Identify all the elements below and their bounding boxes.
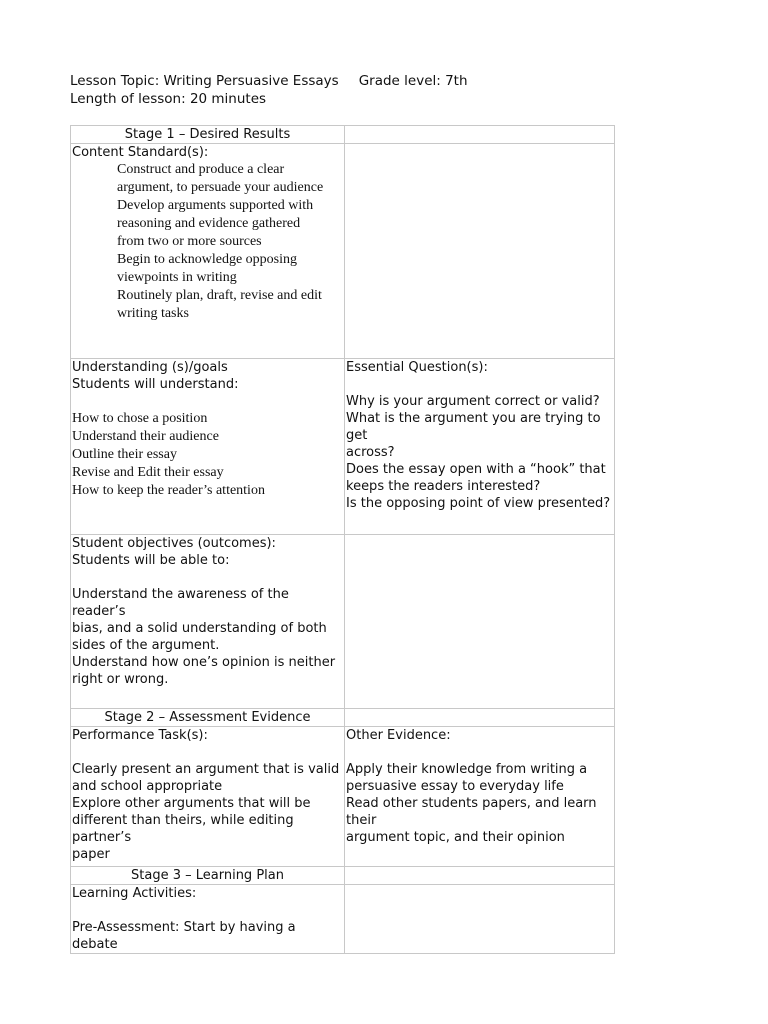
grade-level: Grade level: 7th <box>358 73 468 89</box>
stage1-title-empty <box>345 126 615 144</box>
objectives-intro: Students will be able to: <box>72 553 230 568</box>
essential-question-line: Does the essay open with a “hook” that <box>346 462 606 477</box>
essential-question-line: across? <box>346 445 395 460</box>
other-evidence-line: persuasive essay to everyday life <box>346 779 564 794</box>
content-standard-line: argument, to persuade your audience <box>117 180 324 195</box>
content-standard-line: from two or more sources <box>117 234 262 249</box>
understanding-line: How to chose a position <box>72 411 208 426</box>
performance-heading: Performance Task(s): <box>72 728 208 743</box>
stage2-title: Stage 2 – Assessment Evidence <box>71 709 345 727</box>
objective-line: bias, and a solid understanding of both <box>72 621 327 636</box>
lesson-topic: Lesson Topic: Writing Persuasive Essays <box>70 73 339 89</box>
understandings-list <box>72 410 343 500</box>
objective-line: sides of the argument. <box>72 638 220 653</box>
essential-questions-heading: Essential Question(s): <box>346 360 488 375</box>
performance-line: and school appropriate <box>72 779 223 794</box>
performance-line: Explore other arguments that will be <box>72 796 311 811</box>
content-standard-line: reasoning and evidence gathered <box>117 216 301 231</box>
understanding-line: How to keep the reader’s attention <box>72 483 265 498</box>
understandings-intro: Students will understand: <box>72 377 239 392</box>
performance-line: Clearly present an argument that is valid <box>72 762 340 777</box>
content-standards-empty <box>345 144 615 359</box>
understandings-cell <box>71 359 345 535</box>
stage2-title-empty <box>345 709 615 727</box>
pre-assessment-text: Start by having a debate <box>72 920 296 952</box>
stage3-title-empty <box>345 867 615 885</box>
other-evidence-cell <box>345 727 615 867</box>
content-standard-line: Begin to acknowledge opposing <box>117 252 298 267</box>
header-row <box>70 72 468 90</box>
objective-line: right or wrong. <box>72 672 169 687</box>
pre-assessment-line <box>72 919 343 953</box>
other-evidence-line: Apply their knowledge from writing a <box>346 762 588 777</box>
objectives-cell <box>71 535 345 709</box>
learning-activities-cell <box>71 885 345 954</box>
other-evidence-line: Read other students papers, and learn their <box>346 796 597 828</box>
stage3-title: Stage 3 – Learning Plan <box>71 867 345 885</box>
content-standard-line: Routinely plan, draft, revise and edit <box>117 288 322 303</box>
performance-line: paper <box>72 847 110 862</box>
other-evidence-heading: Other Evidence: <box>346 728 451 743</box>
understandings-heading: Understanding (s)/goals <box>72 360 228 375</box>
objectives-heading: Student objectives (outcomes): <box>72 536 276 551</box>
objective-line: Understand the awareness of the reader’s <box>72 587 289 619</box>
essential-questions-list <box>346 393 613 512</box>
performance-list <box>72 761 343 863</box>
other-evidence-list <box>346 761 613 846</box>
essential-question-line: Is the opposing point of view presented? <box>346 496 611 511</box>
understanding-line: Revise and Edit their essay <box>72 465 224 480</box>
content-standard-line: Construct and produce a clear <box>117 162 285 177</box>
content-standard-line: writing tasks <box>117 306 189 321</box>
understanding-line: Understand their audience <box>72 429 219 444</box>
objectives-list <box>72 586 343 688</box>
content-standard-line: viewpoints in writing <box>117 270 237 285</box>
content-standards-list <box>72 161 343 323</box>
lesson-length: Length of lesson: 20 minutes <box>70 91 267 107</box>
objectives-empty <box>345 535 615 709</box>
essential-questions-cell <box>345 359 615 535</box>
learning-activities-empty <box>345 885 615 954</box>
learning-activities-heading: Learning Activities: <box>72 886 197 901</box>
pre-assessment-label: Pre-Assessment: <box>72 920 180 935</box>
other-evidence-line: argument topic, and their opinion <box>346 830 565 845</box>
performance-line: different than theirs, while editing partner’s <box>72 813 294 845</box>
objective-line: Understand how one’s opinion is neither <box>72 655 336 670</box>
essential-question-line: What is the argument you are trying to get <box>346 411 601 443</box>
essential-question-line: keeps the readers interested? <box>346 479 541 494</box>
lesson-plan-table <box>70 125 615 954</box>
document-header <box>70 72 468 108</box>
essential-question-line: Why is your argument correct or valid? <box>346 394 600 409</box>
stage1-title: Stage 1 – Desired Results <box>71 126 345 144</box>
content-standards-heading: Content Standard(s): <box>72 145 209 160</box>
content-standards-cell <box>71 144 345 359</box>
performance-cell <box>71 727 345 867</box>
understanding-line: Outline their essay <box>72 447 177 462</box>
content-standard-line: Develop arguments supported with <box>117 198 314 213</box>
